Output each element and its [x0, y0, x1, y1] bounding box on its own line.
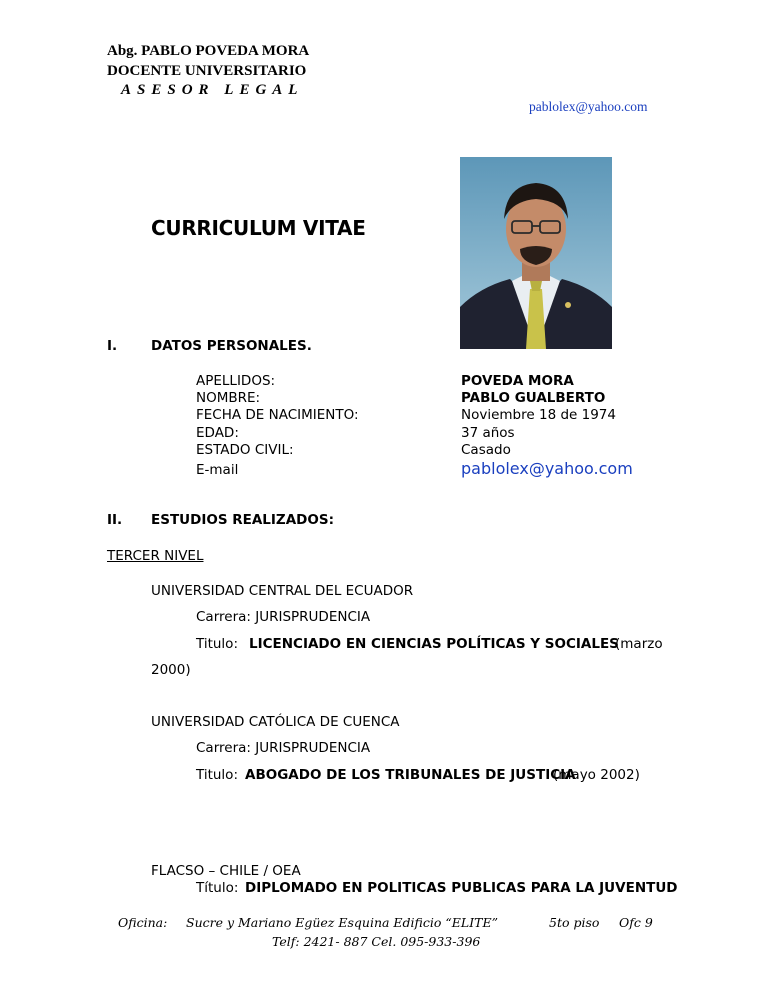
career-central: Carrera: JURISPRUDENCIA	[196, 609, 371, 625]
label-edad: EDAD:	[196, 425, 239, 441]
header-role: DOCENTE UNIVERSITARIO	[107, 63, 307, 79]
label-nombre: NOMBRE:	[196, 390, 261, 406]
label-fecha-nacimiento: FECHA DE NACIMIENTO:	[196, 407, 359, 423]
footer-ofc: Ofc 9	[619, 915, 653, 930]
value-estado-civil: Casado	[461, 442, 511, 458]
date-cont-central: 2000)	[151, 662, 191, 678]
title-value-flacso: DIPLOMADO EN POLITICAS PUBLICAS PARA LA JUVENTUD	[245, 880, 678, 896]
profile-photo-illustration	[460, 157, 612, 349]
footer-floor: 5to piso	[549, 915, 600, 930]
institution-central: UNIVERSIDAD CENTRAL DEL ECUADOR	[151, 583, 414, 599]
value-fecha-nacimiento: Noviembre 18 de 1974	[461, 407, 616, 423]
section-heading-personal: DATOS PERSONALES.	[151, 338, 312, 354]
institution-catolica: UNIVERSIDAD CATÓLICA DE CUENCA	[151, 714, 400, 730]
career-catolica: Carrera: JURISPRUDENCIA	[196, 740, 371, 756]
title-value-catolica: ABOGADO DE LOS TRIBUNALES DE JUSTICIA	[245, 767, 576, 783]
header-tagline: ASESOR LEGAL	[121, 82, 304, 98]
institution-flacso: FLACSO – CHILE / OEA	[151, 863, 301, 879]
footer-phones: Telf: 2421- 887 Cel. 095-933-396	[272, 934, 481, 949]
studies-level: TERCER NIVEL	[107, 548, 204, 564]
title-label-central: Titulo:	[196, 636, 238, 652]
section-heading-studies: ESTUDIOS REALIZADOS:	[151, 512, 334, 528]
footer-address: Sucre y Mariano Egüez Esquina Edificio “ELITE”	[186, 915, 498, 930]
label-apellidos: APELLIDOS:	[196, 373, 276, 389]
header-email-link[interactable]: pablolex@yahoo.com	[529, 99, 648, 114]
label-email: E-mail	[196, 462, 239, 478]
date-catolica: (mayo 2002)	[553, 767, 640, 783]
title-value-central: LICENCIADO EN CIENCIAS POLÍTICAS Y SOCIALES	[249, 636, 619, 652]
footer-office-label: Oficina:	[118, 915, 168, 930]
value-edad: 37 años	[461, 425, 515, 441]
header-name: Abg. PABLO POVEDA MORA	[107, 43, 310, 59]
value-apellidos: POVEDA MORA	[461, 373, 574, 389]
date-central: (marzo	[615, 636, 663, 652]
profile-photo	[460, 157, 612, 349]
section-number-personal: I.	[107, 338, 118, 354]
document-title: CURRICULUM VITAE	[151, 216, 366, 240]
title-label-catolica: Titulo:	[196, 767, 238, 783]
value-email-link[interactable]: pablolex@yahoo.com	[461, 459, 633, 478]
title-label-flacso: Título:	[196, 880, 239, 896]
label-estado-civil: ESTADO CIVIL:	[196, 442, 294, 458]
section-number-studies: II.	[107, 512, 123, 528]
value-nombre: PABLO GUALBERTO	[461, 390, 606, 406]
